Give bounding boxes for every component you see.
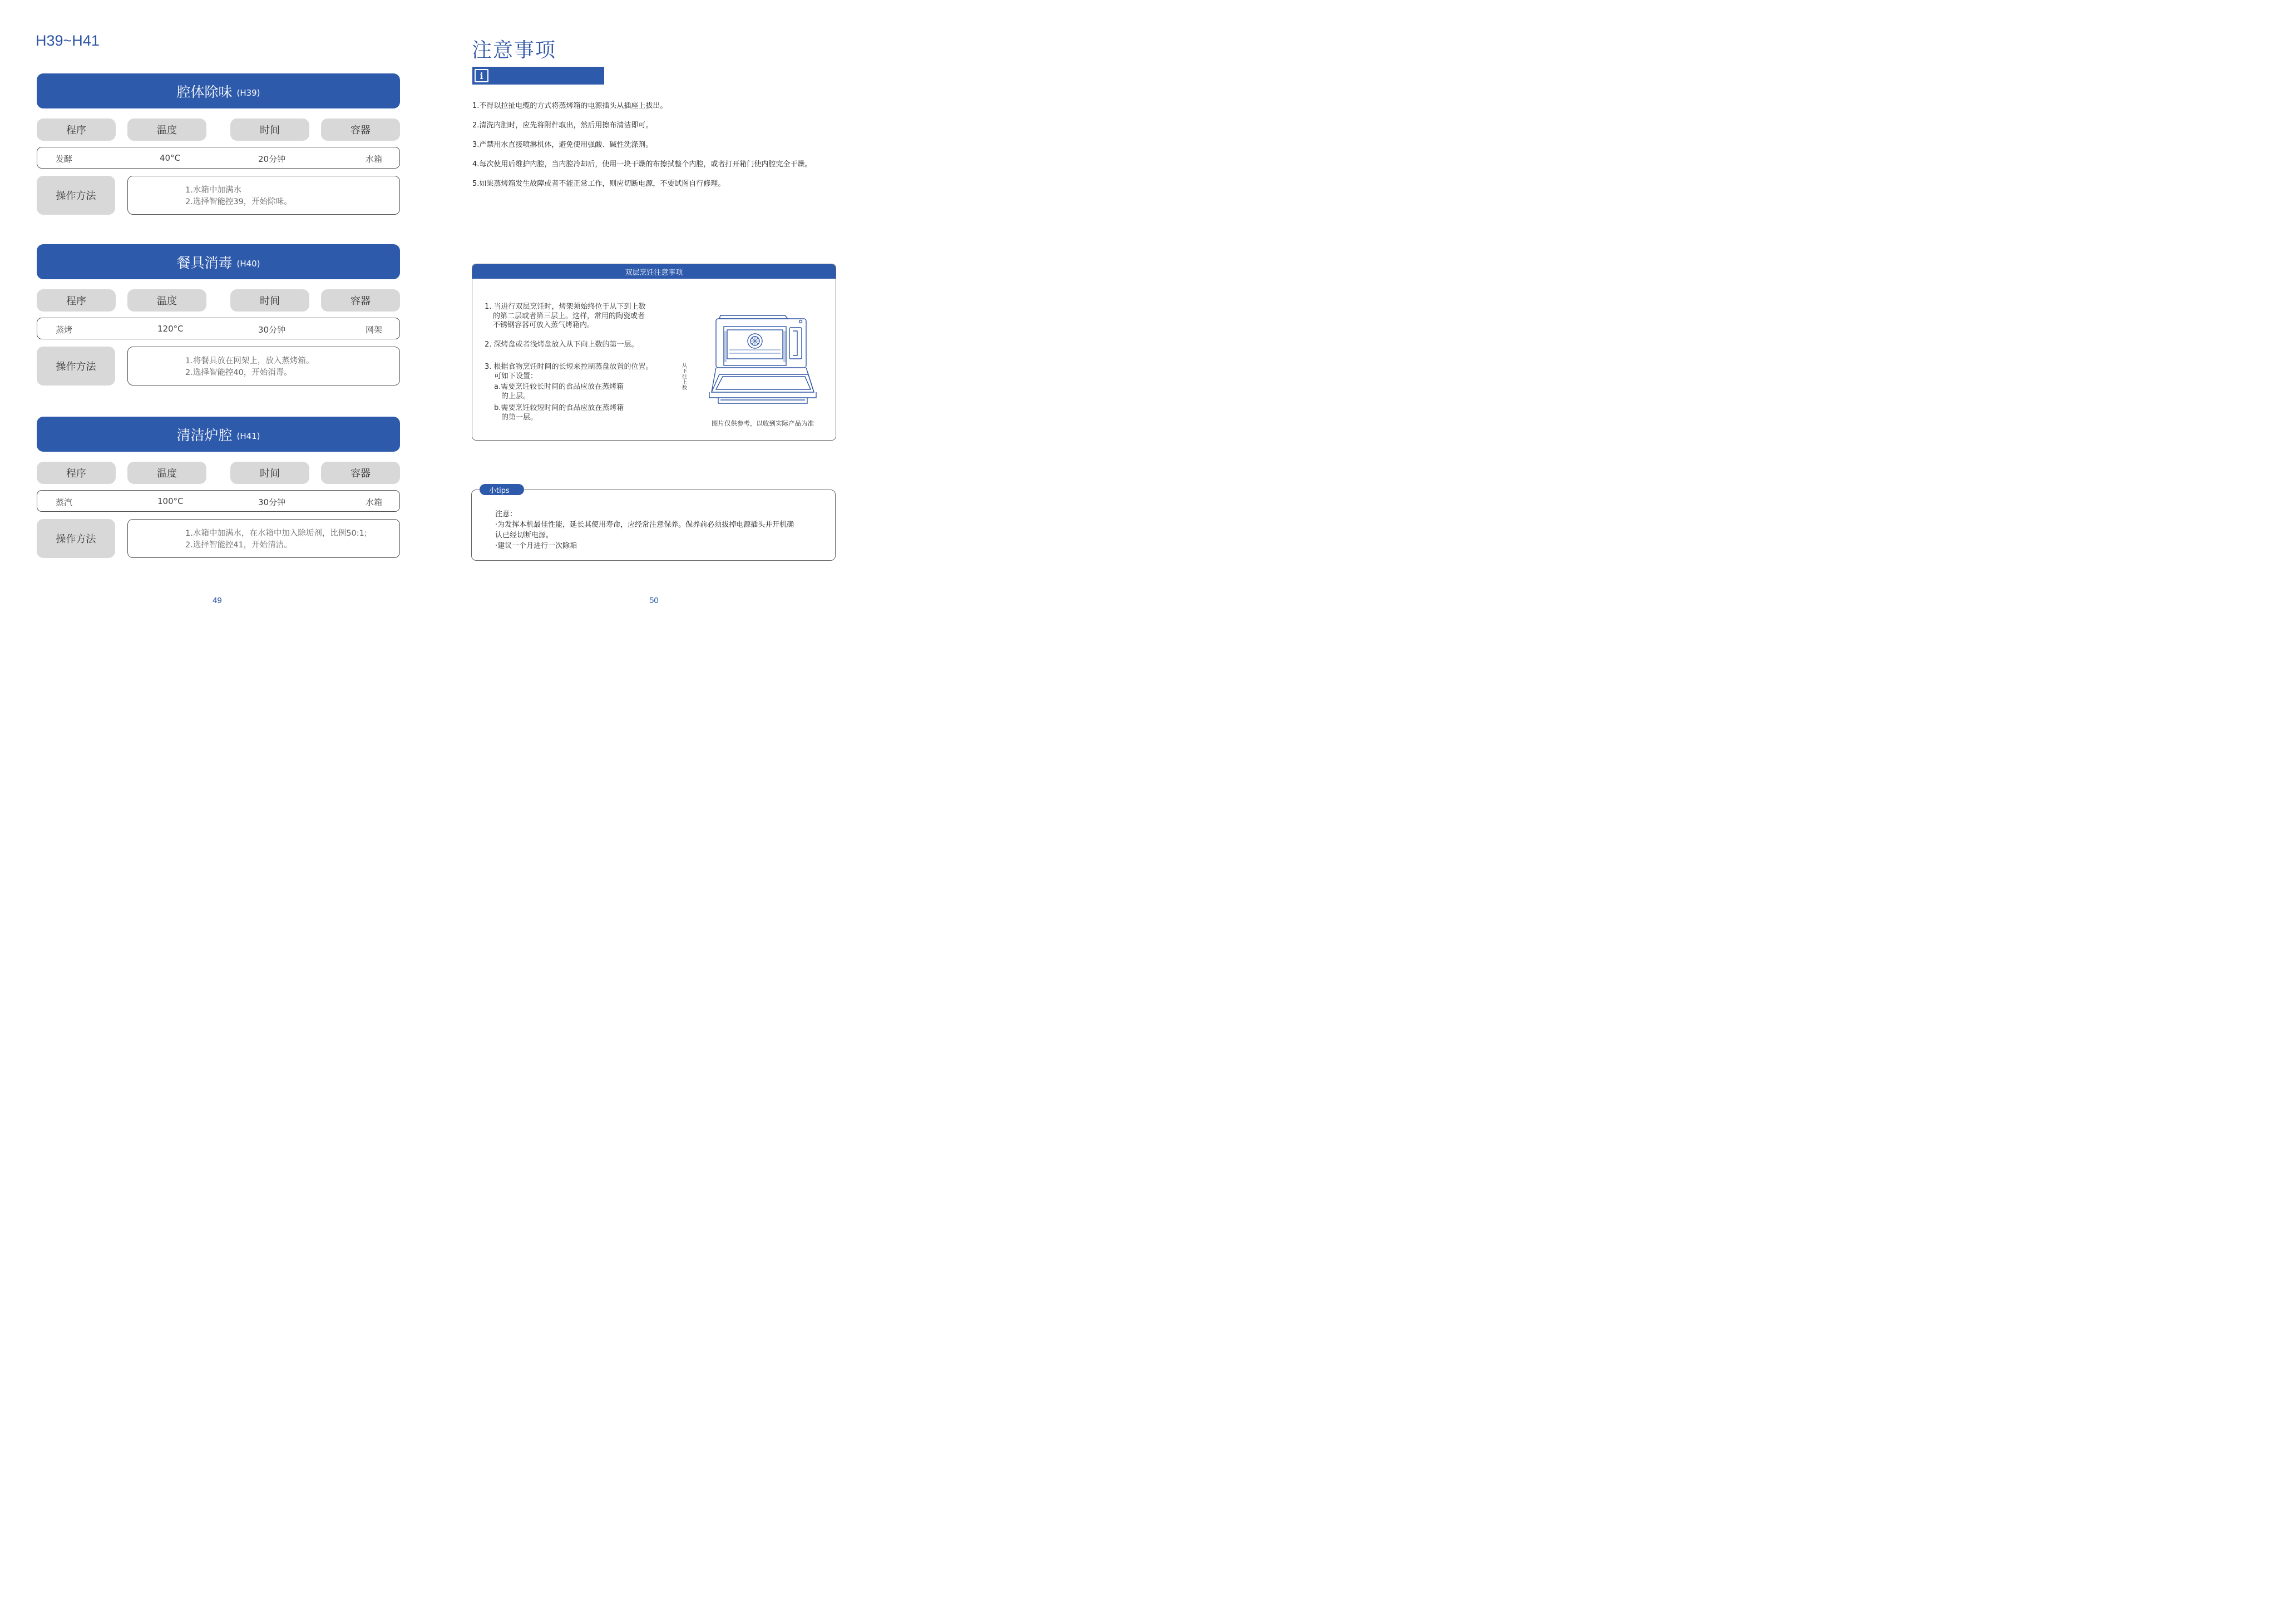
temperature-label: 温度 (127, 118, 206, 141)
value-row (37, 318, 400, 339)
label-row (37, 462, 400, 484)
program-label: 程序 (37, 289, 116, 312)
info-icon: i (475, 69, 488, 82)
container-label: 容器 (321, 118, 400, 141)
time-value: 30分钟 (258, 325, 286, 335)
program-code: (H39) (236, 87, 260, 98)
container-value: 水箱 (366, 154, 383, 164)
dual-layer-line: 2. 深烤盘或者浅烤盘放入从下向上数的第一层。 (485, 340, 639, 349)
dual-layer-card (472, 264, 836, 441)
page-number-right: 50 (649, 596, 659, 605)
time-value: 30分钟 (258, 497, 286, 507)
oven-illustration (702, 314, 829, 409)
dual-layer-line: 3. 根据食物烹饪时间的长短来控制蒸盘放置的位置。 (485, 363, 653, 371)
program-label: 程序 (37, 462, 116, 484)
dual-layer-line: 1. 当进行双层烹饪时，烤架须始终位于从下到上数 (485, 303, 646, 311)
method-step: 1.水箱中加满水 (185, 186, 241, 195)
info-bar (472, 67, 604, 85)
image-caption: 图片仅供参考，以收到实际产品为准 (712, 419, 814, 427)
program-value: 蒸汽 (56, 497, 73, 507)
value-row (37, 490, 400, 512)
dual-layer-heading: 双层烹饪注意事项 (472, 264, 836, 279)
tips-line: 注意： (495, 510, 517, 518)
tips-line: ·建议一个月进行一次除垢 (495, 542, 577, 550)
dual-layer-line: a.需要烹饪较长时间的食品应放在蒸烤箱 (494, 383, 624, 391)
arrow-label: 从下往上数 (682, 363, 687, 391)
program-code: (H41) (236, 431, 260, 441)
method-label: 操作方法 (37, 347, 115, 386)
container-label: 容器 (321, 289, 400, 312)
container-value: 网架 (366, 325, 383, 335)
program-header (37, 244, 400, 279)
container-value: 水箱 (366, 497, 383, 507)
page-number-left: 49 (213, 596, 222, 605)
notes-title: 注意事项 (472, 39, 557, 62)
program-block-h40 (37, 244, 400, 377)
program-block-h39 (37, 73, 400, 206)
note-item: 4.每次使用后维护内腔，当内腔冷却后，使用一块干燥的布擦拭整个内腔，或者打开箱门使内腔完全干燥。 (472, 160, 812, 169)
method-step: 1.将餐具放在网架上，放入蒸烤箱。 (185, 357, 314, 365)
temperature-value: 40°C (160, 153, 181, 163)
program-name: 餐具消毒 (176, 254, 233, 271)
program-header (37, 417, 400, 452)
note-item: 5.如果蒸烤箱发生故障或者不能正常工作，则应切断电源，不要试图自行修理。 (472, 180, 725, 188)
note-item: 3.严禁用水直接喷淋机体，避免使用强酸、碱性洗涤剂。 (472, 141, 653, 149)
temperature-value: 120°C (157, 324, 184, 334)
dual-layer-line: 可如下设置： (494, 372, 538, 380)
program-value: 发酵 (56, 154, 73, 164)
method-step: 2.选择智能控39，开始除味。 (185, 197, 292, 206)
program-block-h41 (37, 417, 400, 550)
time-label: 时间 (230, 462, 309, 484)
program-header (37, 73, 400, 108)
dual-layer-line: 的第一层。 (501, 413, 538, 422)
method-step: 1.水箱中加满水，在水箱中加入除垢剂，比例50:1; (185, 529, 367, 538)
value-row (37, 147, 400, 169)
tips-tag: 小tips (480, 484, 524, 495)
tips-line: 认已经切断电源。 (495, 531, 554, 540)
program-value: 蒸烤 (56, 325, 73, 335)
dual-layer-line: 的第二层或者第三层上。这样，常用的陶瓷或者 (493, 312, 645, 320)
time-label: 时间 (230, 289, 309, 312)
dual-layer-line: 不锈钢容器可放入蒸气烤箱内。 (493, 321, 595, 329)
note-item: 1.不得以拉扯电缆的方式将蒸烤箱的电源插头从插座上拔出。 (472, 102, 668, 110)
method-label: 操作方法 (37, 519, 115, 558)
method-steps (127, 176, 400, 215)
method-step: 2.选择智能控40，开始消毒。 (185, 368, 292, 377)
temperature-value: 100°C (157, 496, 184, 506)
program-code: (H40) (236, 258, 260, 269)
temperature-label: 温度 (127, 462, 206, 484)
method-label: 操作方法 (37, 176, 115, 215)
time-value: 20分钟 (258, 154, 286, 164)
program-name: 腔体除味 (176, 83, 233, 100)
program-label: 程序 (37, 118, 116, 141)
label-row (37, 118, 400, 141)
method-steps (127, 347, 400, 386)
container-label: 容器 (321, 462, 400, 484)
note-item: 2.清洗内胆时，应先将附件取出，然后用擦布清洁即可。 (472, 121, 653, 130)
tips-line: ·为发挥本机最佳性能，延长其使用寿命，应经常注意保养。保养前必须拔掉电源插头并开机确 (495, 521, 794, 529)
dual-layer-line: b.需要烹饪较短时间的食品应放在蒸烤箱 (494, 404, 624, 412)
label-row (37, 289, 400, 312)
time-label: 时间 (230, 118, 309, 141)
program-name: 清洁炉腔 (176, 427, 233, 443)
method-step: 2.选择智能控41，开始清洁。 (185, 541, 292, 550)
dual-layer-line: 的上层。 (501, 392, 531, 401)
page-heading: H39~H41 (36, 32, 100, 49)
method-steps (127, 519, 400, 558)
temperature-label: 温度 (127, 289, 206, 312)
